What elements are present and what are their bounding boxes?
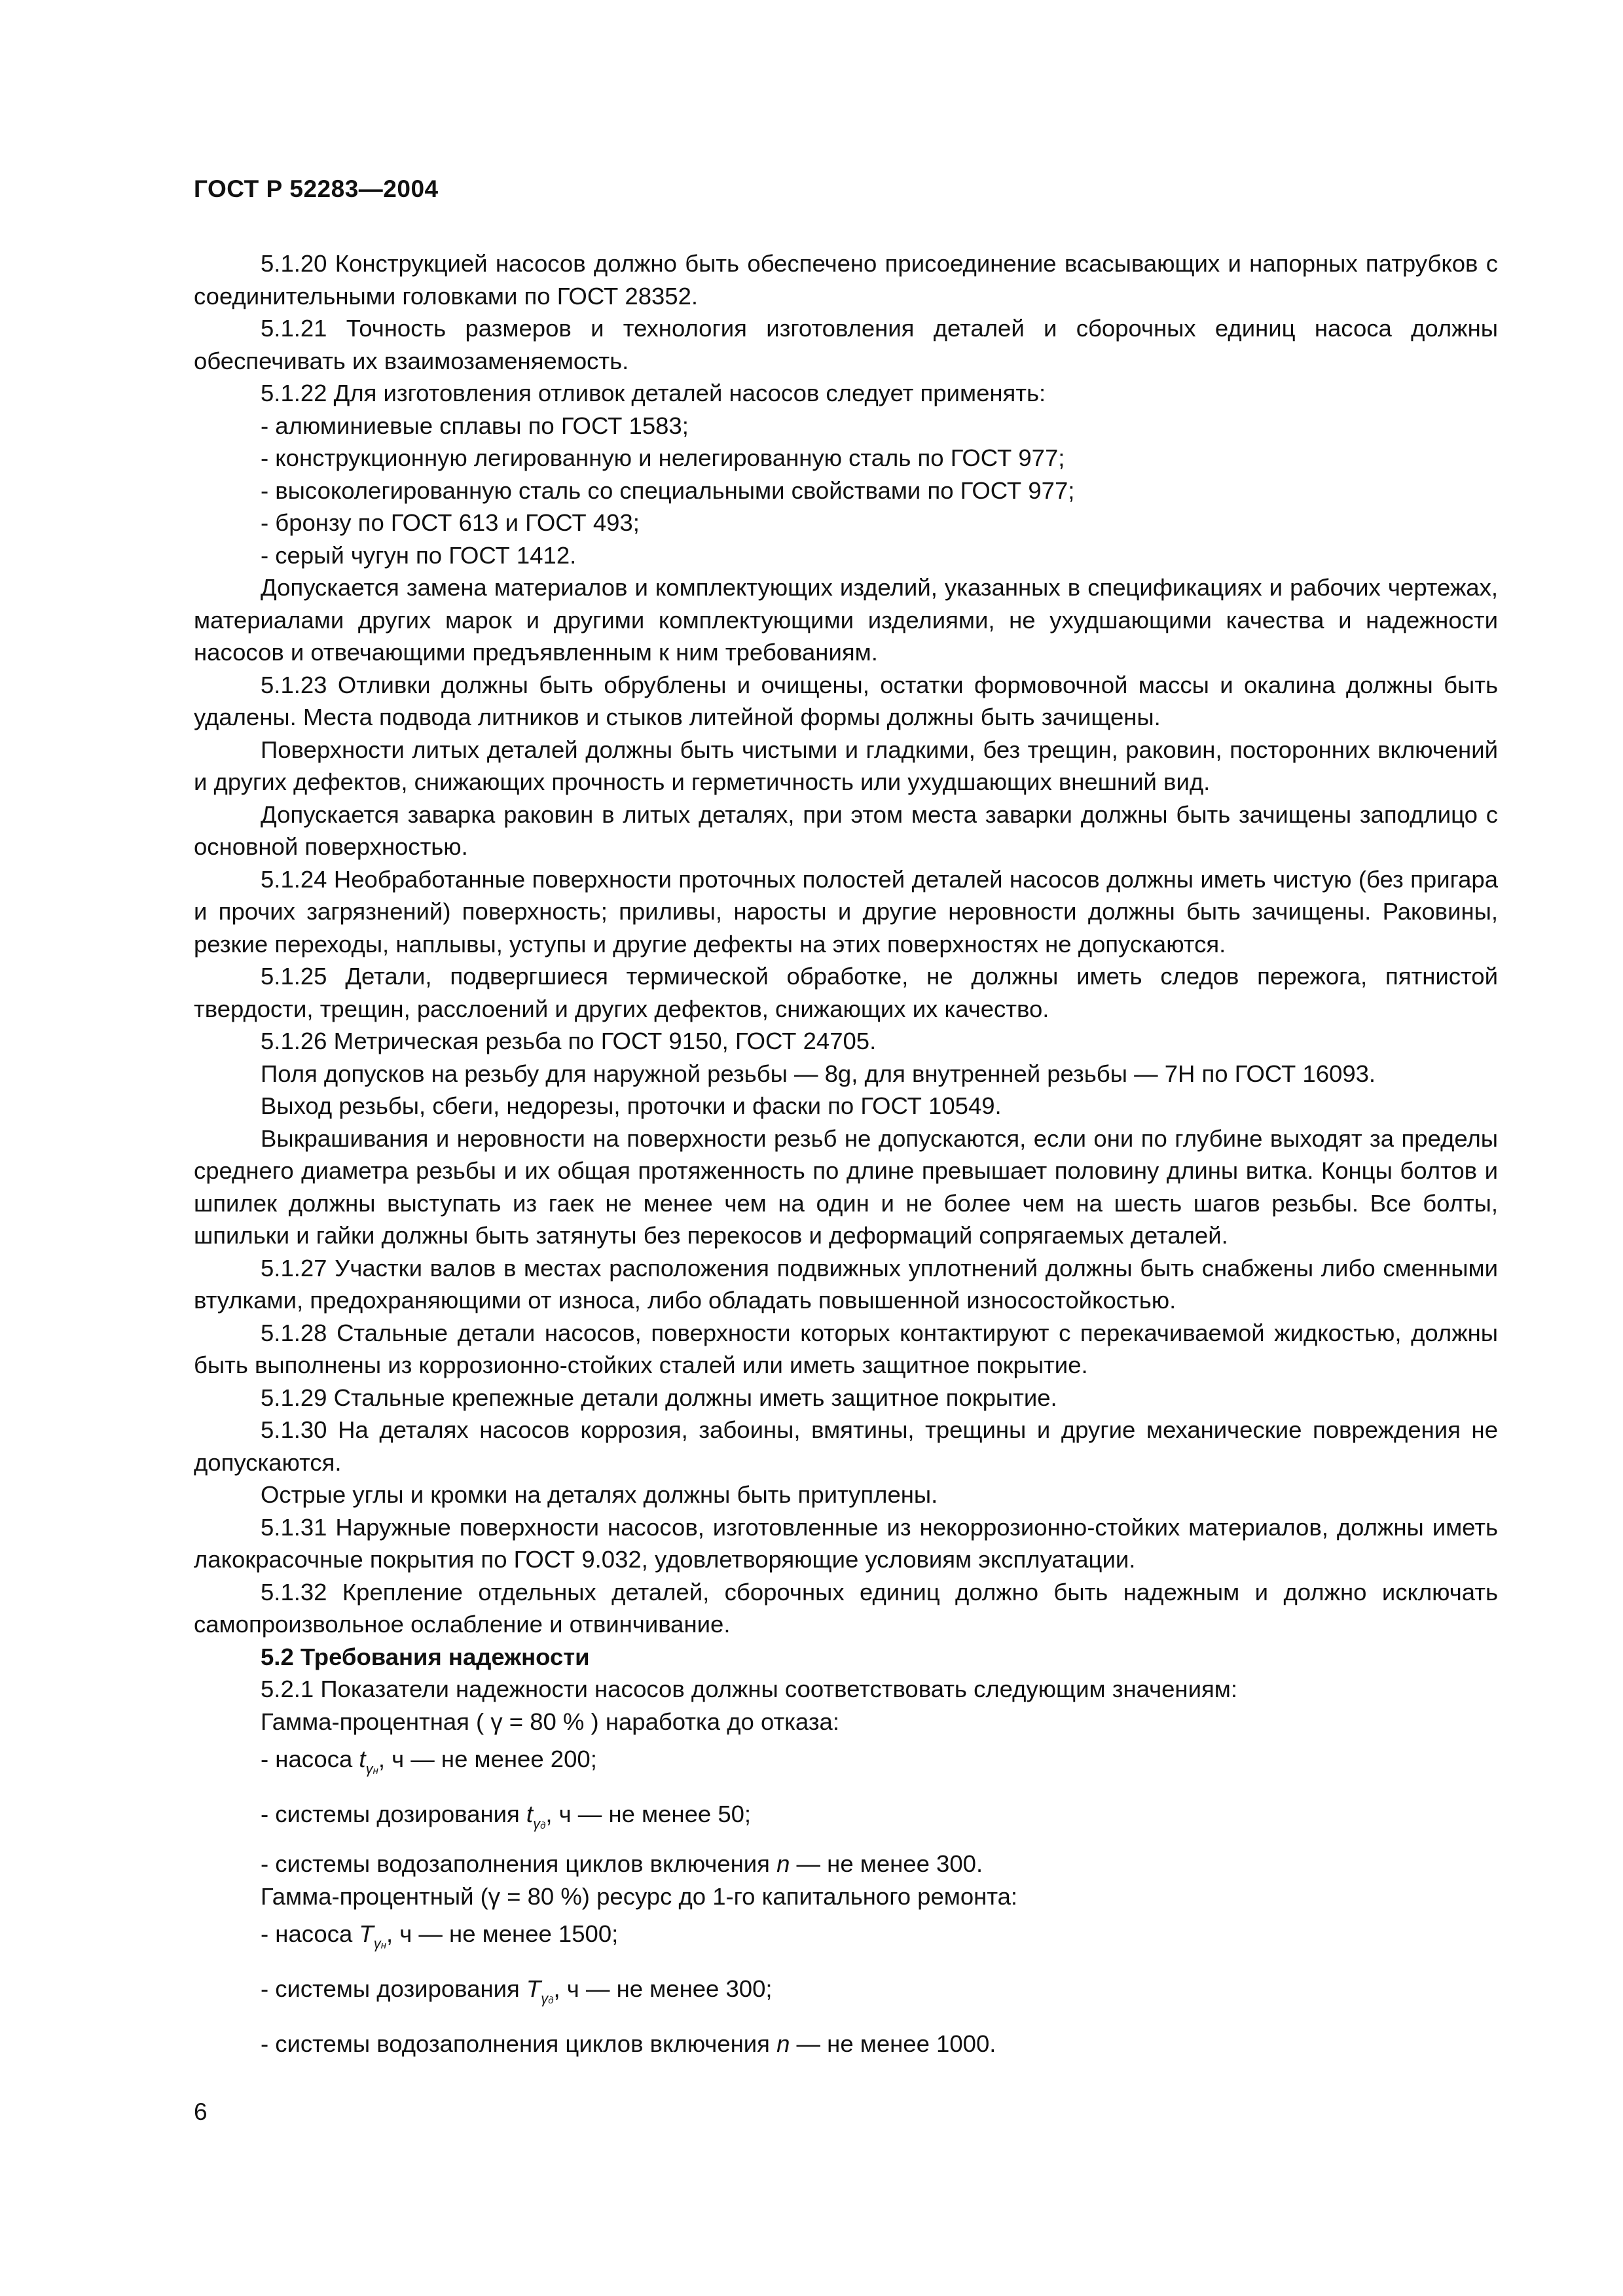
list-item-text: , ч — не менее 300; [553,1975,773,2002]
paragraph-5-1-22: 5.1.22 Для изготовления отливок деталей насосов следует применять: [261,380,1046,406]
subscript-n: н [380,1940,386,1951]
list-item-text: — не менее 1000. [790,2030,996,2057]
symbol-t: t [526,1801,534,1827]
paragraph-5-1-23-surfaces: Поверхности литых деталей должны быть чистыми и гладкими, без трещин, раковин, посторонних включений и других дефектов, снижающих прочность и герметичность или ухудшающих внешний вид. [194,736,1498,795]
list-item: - высоколегированную сталь со специальными свойствами по ГОСТ 977; [261,476,1075,504]
paragraph-5-1-24: 5.1.24 Необработанные поверхности проточных полостей деталей насосов должны иметь чистую (без пригара и прочих загрязнений) поверхность; приливы, наросты и другие неровности должны быть зачищены. Раковины, резкие переходы, наплывы, уступы и другие дефекты на этих поверхностях не допускаются. [194,865,1498,958]
list-item-text: , ч — не менее 200; [378,1746,597,1772]
symbol-T: T [359,1920,374,1947]
list-item-text: - системы водозаполнения циклов включения [261,1850,777,1877]
paragraph-5-1-30: 5.1.30 На деталях насосов коррозия, забоины, вмятины, трещины и другие механические повреждения не допускаются. [194,1416,1498,1476]
list-item-water-fill-cycles [194,1848,1498,1880]
paragraph-5-1-23-welding: Допускается заварка раковин в литых деталях, при этом места заварки должны быть зачищены заподлицо с основной поверхностью. [194,800,1498,860]
paragraph-5-1-30-edges: Острые углы и кромки на деталях должны быть притуплены. [261,1481,938,1508]
subscript-gamma [541,1990,553,2007]
subscript-gamma-char: γ [533,1816,541,1832]
paragraph-5-2-1: 5.2.1 Показатели надежности насосов должны соответствовать следующим значениям: [261,1676,1237,1702]
list-item-pump-tgn [194,1738,1498,1793]
paragraph-gamma-mtbf: Гамма-процентная ( γ = 80 % ) наработка до отказа: [261,1708,840,1735]
paragraph-5-1-27: 5.1.27 Участки валов в местах расположения подвижных уплотнений должны быть снабжены либо сменными втулками, предохраняющими от износа, либо обладать повышенной износостойкостью. [194,1254,1498,1314]
list-item-text: , ч — не менее 1500; [386,1920,619,1947]
list-item: - конструкционную легированную и нелегированную сталь по ГОСТ 977; [261,444,1065,471]
list-item-water-fill-cycles [194,2022,1498,2066]
list-item-dosing-tgd [194,1793,1498,1848]
symbol-n: n [776,1850,790,1877]
paragraph-gamma-resource: Гамма-процентный (γ = 80 %) ресурс до 1-го капитального ремонта: [261,1882,1018,1910]
list-item: - бронзу по ГОСТ 613 и ГОСТ 493; [261,509,640,536]
paragraph-5-1-29: 5.1.29 Стальные крепежные детали должны иметь защитное покрытие. [261,1384,1057,1411]
paragraph-5-1-26-runout: Выход резьбы, сбеги, недорезы, проточки и фаски по ГОСТ 10549. [261,1092,1002,1119]
subscript-gamma [366,1761,378,1777]
subscript-n: н [373,1765,378,1776]
paragraph-5-1-26-defects: Выкрашивания и неровности на поверхности резьб не допускаются, если они по глубине выходят за пределы среднего диаметра резьбы и их общая протяженность по длине превышает половину длины витка. Концы болтов и шпилек должны выступать из гаек не менее чем на один и не более чем на шесть шагов резьбы. Все болты, шпильки и гайки должны быть затянуты без перекосов и деформаций сопрягаемых деталей. [194,1124,1498,1249]
document-header: ГОСТ Р 52283—2004 [194,175,439,202]
list-item-pump-Tgn [194,1912,1498,1967]
paragraph-5-1-25: 5.1.25 Детали, подвергшиеся термической обработке, не должны иметь следов пережога, пятнистой твердости, трещин, расслоений и других дефектов, снижающих их качество. [194,963,1498,1022]
paragraph-5-1-26: 5.1.26 Метрическая резьба по ГОСТ 9150, ГОСТ 24705. [261,1028,877,1054]
paragraph-5-1-28: 5.1.28 Стальные детали насосов, поверхности которых контактируют с перекачиваемой жидкостью, должны быть выполнены из коррозионно-стойких сталей или иметь защитное покрытие. [194,1319,1498,1378]
subscript-gamma [533,1816,545,1832]
list-item-text: — не менее 300. [790,1850,983,1877]
list-item: - алюминиевые сплавы по ГОСТ 1583; [261,412,689,439]
list-item-dosing-Tgd [194,1967,1498,2022]
paragraph-5-1-20: 5.1.20 Конструкцией насосов должно быть обеспечено присоединение всасывающих и напорных патрубков с соединительными головками по ГОСТ 28352. [194,250,1498,310]
paragraph-5-1-31: 5.1.31 Наружные поверхности насосов, изготовленные из некоррозионно-стойких материалов, должны иметь лакокрасочные покрытия по ГОСТ 9.032, удовлетворяющие условиям эксплуатации. [194,1513,1498,1573]
subscript-gamma-char: γ [373,1935,381,1952]
list-item-text: , ч — не менее 50; [545,1801,752,1827]
paragraph-5-1-21: 5.1.21 Точность размеров и технология изготовления деталей и сборочных единиц насоса должны обеспечивать их взаимозаменяемость. [194,315,1498,374]
list-item-text: - системы водозаполнения циклов включения [261,2030,777,2057]
paragraph-5-1-32: 5.1.32 Крепление отдельных деталей, сборочных единиц должно быть надежным и должно исключать самопроизвольное ослабление и отвинчивание. [194,1578,1498,1638]
paragraph-5-1-23: 5.1.23 Отливки должны быть обрублены и очищены, остатки формовочной массы и окалина должны быть удалены. Места подвода литников и стыков литейной формы должны быть зачищены. [194,671,1498,730]
subscript-gamma-char: γ [541,1990,549,2007]
list-item-text: - насоса [261,1920,359,1947]
subscript-d: д [540,1820,546,1831]
list-item: - серый чугун по ГОСТ 1412. [261,541,577,569]
section-title-5-2: 5.2 Требования надежности [261,1643,590,1670]
symbol-n: n [776,2030,790,2057]
page-number: 6 [194,2098,208,2125]
paragraph-5-1-26-tolerances: Поля допусков на резьбу для наружной резьбы — 8g, для внутренней резьбы — 7H по ГОСТ 16093. [261,1060,1376,1087]
subscript-d: д [548,1995,554,2006]
paragraph-5-1-22-note: Допускается замена материалов и комплектующих изделий, указанных в спецификациях и рабочих чертежах, материалами других марок и другими комплектующими изделиями, не ухудшающими качества и надежности насосов и отвечающими предъявленным к ним требованиям. [194,574,1498,666]
list-item-text: - системы дозирования [261,1975,526,2002]
subscript-gamma [374,1935,386,1952]
document-body [194,247,1498,2066]
symbol-t: t [359,1746,366,1772]
symbol-T: T [526,1975,541,2002]
list-item-text: - системы дозирования [261,1801,526,1827]
subscript-gamma-char: γ [365,1761,373,1777]
list-item-text: - насоса [261,1746,359,1772]
